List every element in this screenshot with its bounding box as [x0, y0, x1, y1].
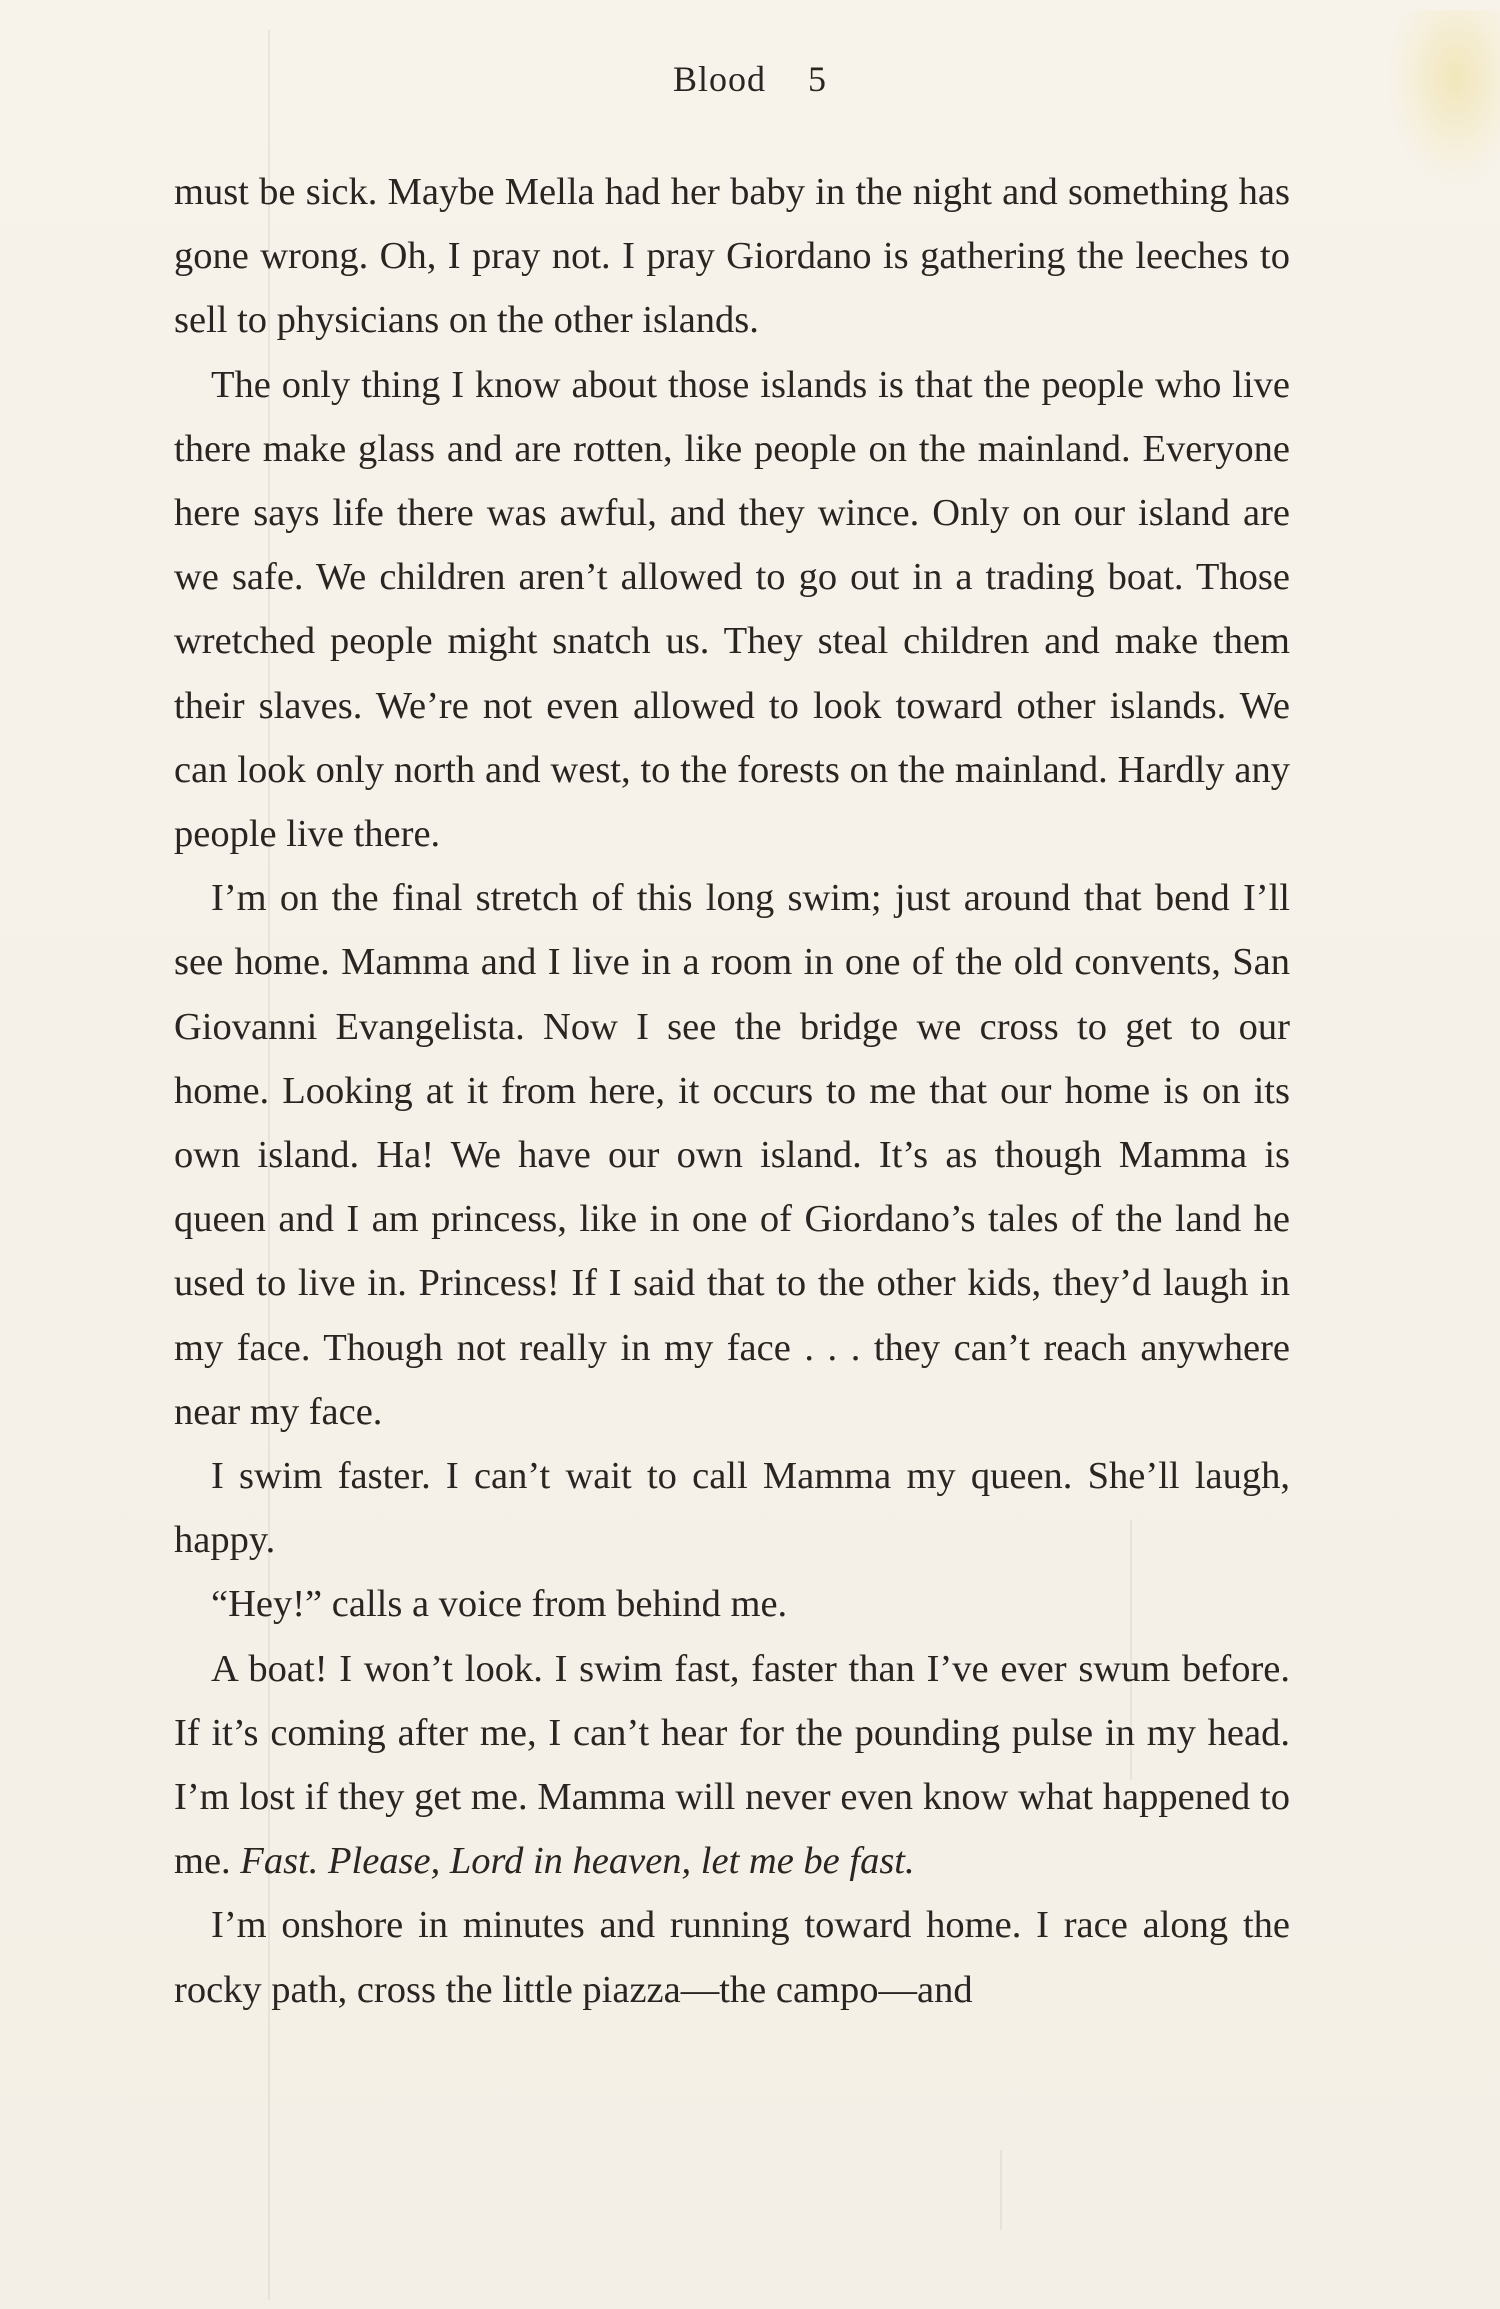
- italic-text: Fast. Please, Lord in heaven, let me be fast.: [240, 1840, 915, 1883]
- paragraph: The only thing I know about those islands is that the people who live there make glass and are rotten, like people on the mainland. Everyone here says life there was awful, and they wince. Only on our island are we safe. We children aren’t allowed to go out in a trading boat. Those wretched people might snatch us. They steal children and make them their slaves. We’re not even allowed to look toward other islands. We can look only north and west, to the forests on the mainland. Hardly any people live there.: [174, 363, 1290, 856]
- paragraph: [174, 1637, 1290, 1894]
- paragraph: “Hey!” calls a voice from behind me.: [211, 1583, 788, 1626]
- paragraph: I’m onshore in minutes and running toward home. I race along the rocky path, cross the little piazza—the campo—and: [174, 1904, 1290, 2011]
- paragraph: must be sick. Maybe Mella had her baby in the night and something has gone wrong. Oh, I pray not. I pray Giordano is gathering the leeches to sell to physicians on the other islands.: [174, 171, 1290, 342]
- running-header-title: Blood: [672, 59, 766, 99]
- page-number: 5: [808, 59, 827, 99]
- paper-crease: [1000, 2150, 1002, 2230]
- paragraph-text: A boat! I won’t look. I swim fast, faster than I’ve ever swum before. If it’s coming after me, I can’t hear for the pounding pulse in my head. I’m lost if they get me. Mamma will never even know what happened to me.: [174, 1647, 1290, 1883]
- running-header: [0, 58, 1500, 100]
- body-text: [174, 160, 1290, 2022]
- paragraph: I’m on the final stretch of this long swim; just around that bend I’ll see home. Mamma and I live in a room in one of the old convents, San Giovanni Evangelista. Now I see the bridge we cross to get to our home. Looking at it from here, it occurs to me that our home is on its own island. Ha! We have our own island. It’s as though Mamma is queen and I am princess, like in one of Giordano’s tales of the land he used to live in. Princess! If I said that to the other kids, they’d laugh in my face. Though not really in my face . . . they can’t reach anywhere near my face.: [174, 877, 1290, 1433]
- paragraph: I swim faster. I can’t wait to call Mamma my queen. She’ll laugh, happy.: [174, 1455, 1290, 1562]
